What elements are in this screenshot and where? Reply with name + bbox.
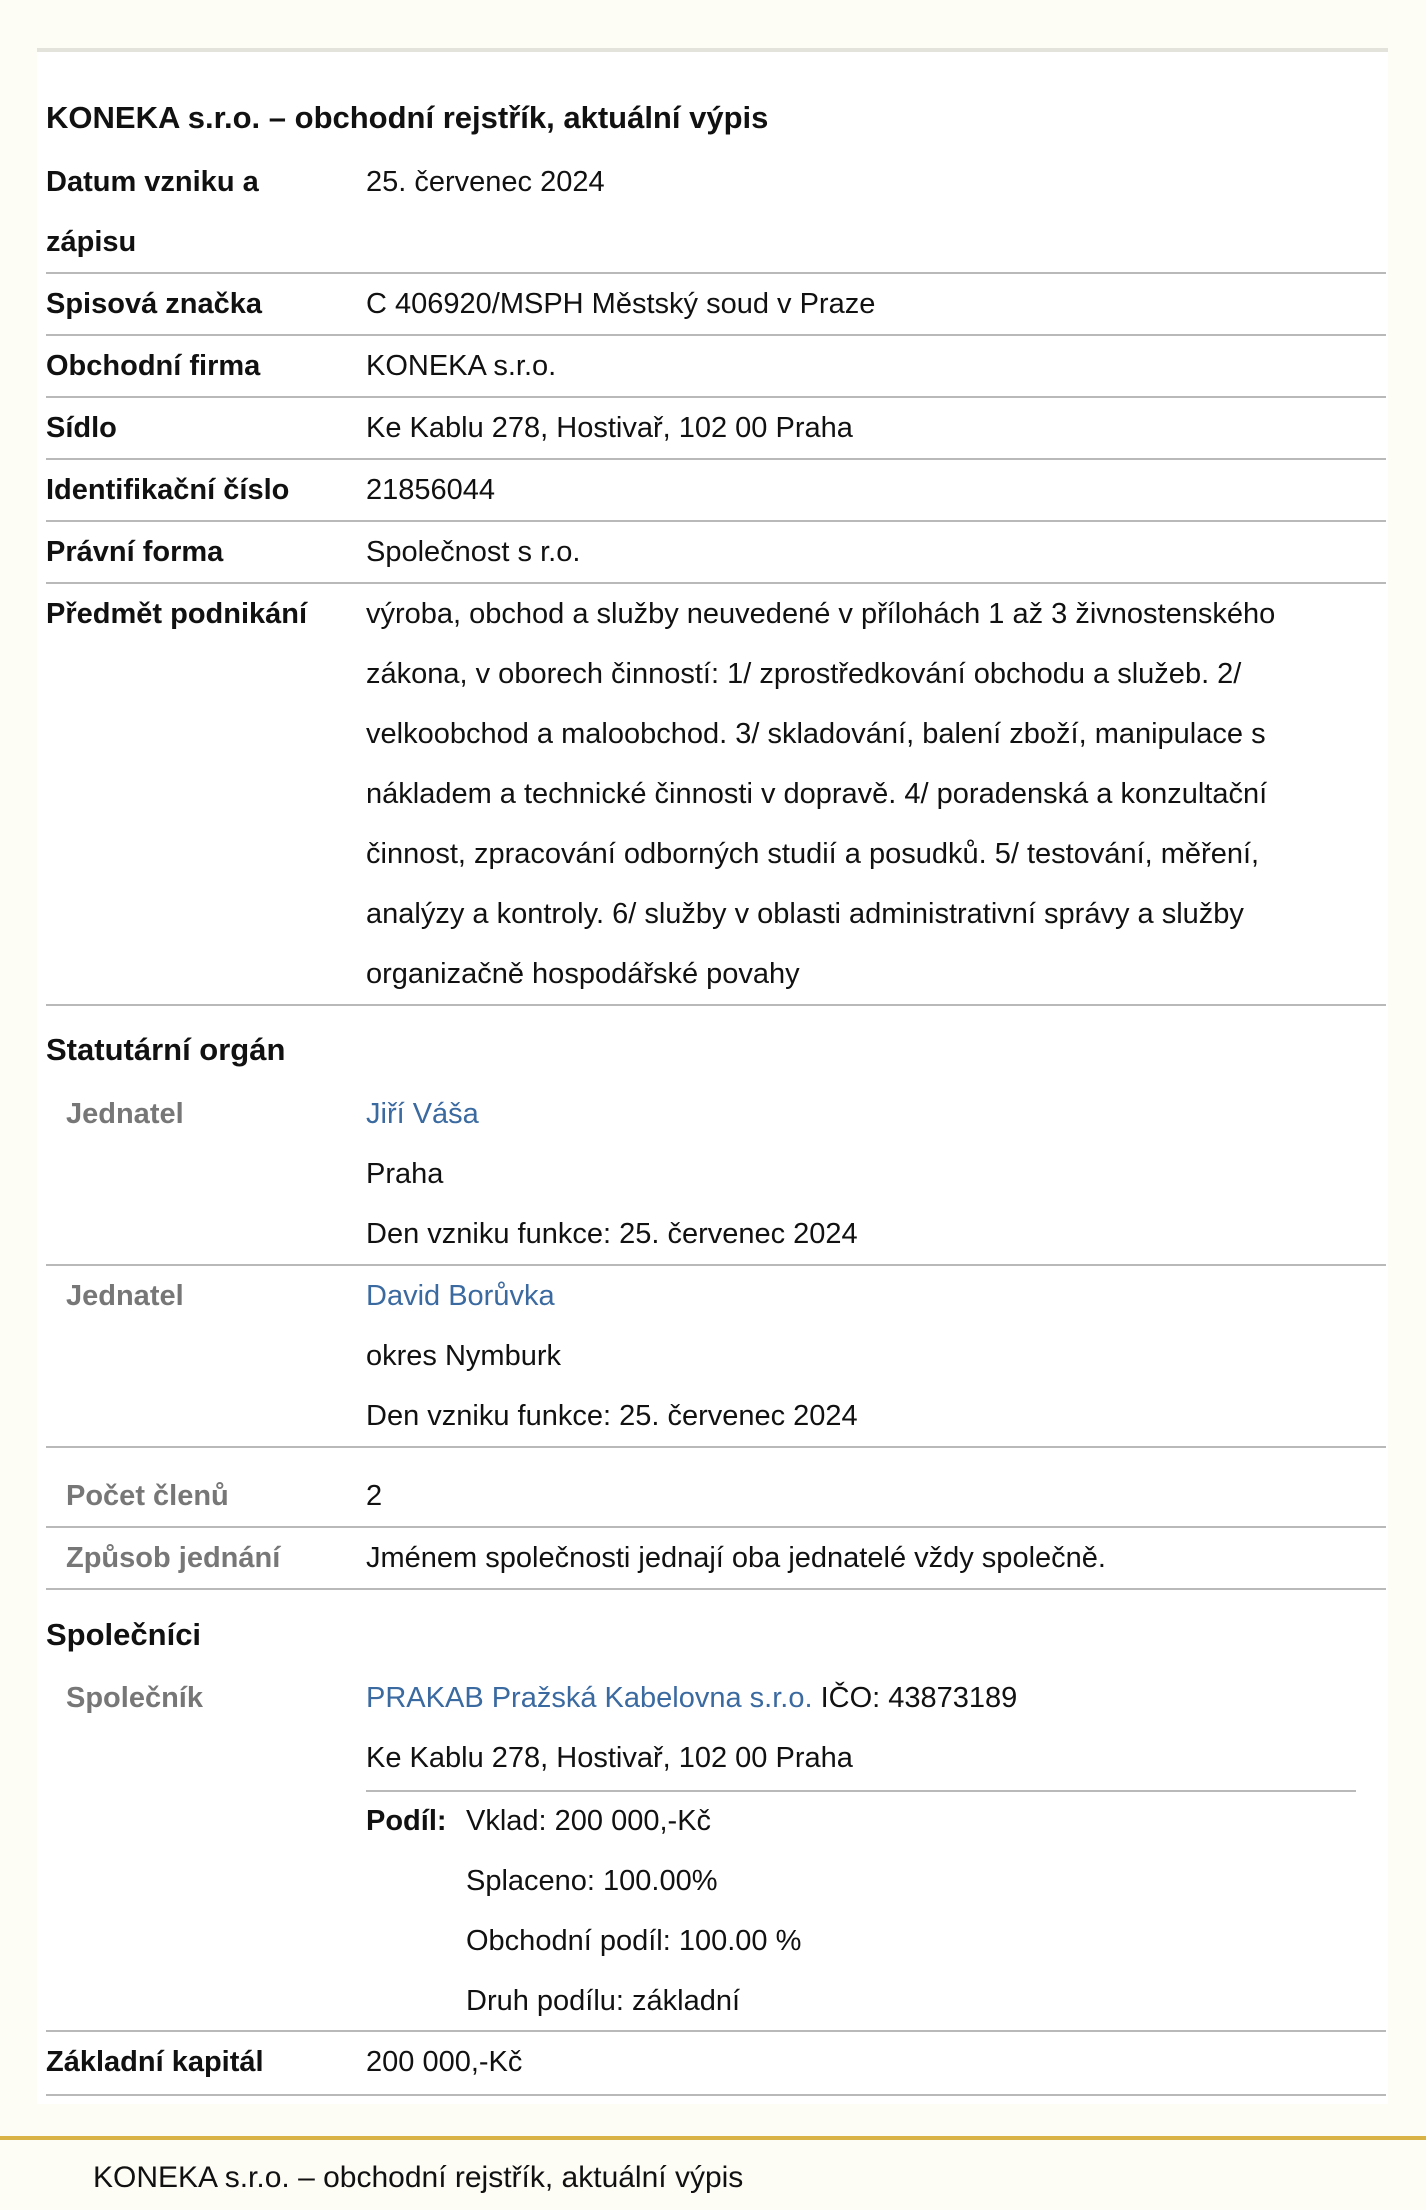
row-value: 25. červenec 2024 xyxy=(366,166,605,198)
section-heading-spolecnici: Společníci xyxy=(46,1617,202,1652)
row-value: Jménem společnosti jednají oba jednatelé vždy společně. xyxy=(366,1542,1106,1574)
person-since: Den vzniku funkce: 25. červenec 2024 xyxy=(366,1218,858,1250)
row-identifikacni-cislo xyxy=(46,460,1386,522)
partner-ico: IČO: 43873189 xyxy=(820,1682,1018,1714)
row-value xyxy=(366,1668,1017,1788)
label-line: zápisu xyxy=(46,226,137,258)
row-obchodni-firma xyxy=(46,336,1386,398)
label-line: Datum vzniku a xyxy=(46,166,259,198)
person-link[interactable]: David Borůvka xyxy=(366,1280,555,1312)
text-line: nákladem a technické činnosti v dopravě. 4/ poradenská a konzultační xyxy=(366,778,1268,810)
row-value xyxy=(366,1266,858,1446)
page-title: KONEKA s.r.o. – obchodní rejstřík, aktuální výpis xyxy=(46,100,769,135)
text-line: činnost, zpracování odborných studií a posudků. 5/ testování, měření, xyxy=(366,838,1260,870)
row-value: C 406920/MSPH Městský soud v Praze xyxy=(366,288,876,320)
row-jednatel xyxy=(46,1084,1386,1266)
row-label: Předmět podnikání xyxy=(46,598,308,630)
row-value: Ke Kablu 278, Hostivař, 102 00 Praha xyxy=(366,412,853,444)
footer-divider xyxy=(0,2136,1426,2140)
person-place: okres Nymburk xyxy=(366,1340,561,1372)
row-label: Právní forma xyxy=(46,536,224,568)
text-line: zákona, v oborech činností: 1/ zprostředkování obchodu a služeb. 2/ xyxy=(366,658,1242,690)
row-value xyxy=(366,584,1275,1004)
person-place: Praha xyxy=(366,1158,444,1190)
share-line: Obchodní podíl: 100.00 % xyxy=(466,1925,802,1957)
row-predmet-podnikani xyxy=(46,584,1386,1006)
share-details xyxy=(466,1791,801,2031)
section-heading-statutarni: Statutární orgán xyxy=(46,1032,286,1067)
row-value: KONEKA s.r.o. xyxy=(366,350,557,382)
row-value: 21856044 xyxy=(366,474,496,506)
row-label: Počet členů xyxy=(66,1480,229,1512)
row-label: Obchodní firma xyxy=(46,350,261,382)
row-value: Společnost s r.o. xyxy=(366,536,581,568)
share-line: Druh podílu: základní xyxy=(466,1985,741,2017)
row-label: Společník xyxy=(66,1682,203,1714)
text-line: velkoobchod a maloobchod. 3/ skladování, balení zboží, manipulace s xyxy=(366,718,1266,750)
row-value xyxy=(366,1084,858,1264)
row-zakladni-kapital xyxy=(46,2032,1386,2096)
share-label: Podíl: xyxy=(366,1805,447,1837)
row-label: Sídlo xyxy=(46,412,117,444)
person-since: Den vzniku funkce: 25. červenec 2024 xyxy=(366,1400,858,1432)
row-pocet-clenu xyxy=(46,1466,1386,1528)
share-line: Vklad: 200 000,-Kč xyxy=(466,1805,712,1837)
row-label: Způsob jednání xyxy=(66,1542,281,1574)
row-value: 2 xyxy=(366,1480,383,1512)
share-line: Splaceno: 100.00% xyxy=(466,1865,718,1897)
row-pravni-forma xyxy=(46,522,1386,584)
row-zpusob-jednani xyxy=(46,1528,1386,1590)
row-spisova-znacka xyxy=(46,274,1386,336)
partner-link[interactable]: PRAKAB Pražská Kabelovna s.r.o. xyxy=(366,1682,813,1714)
row-label: Jednatel xyxy=(66,1280,184,1312)
row-label: Spisová značka xyxy=(46,288,262,320)
row-label: Identifikační číslo xyxy=(46,474,290,506)
row-jednatel xyxy=(46,1266,1386,1448)
row-label: Základní kapitál xyxy=(46,2046,264,2078)
row-value: 200 000,-Kč xyxy=(366,2046,523,2078)
text-line: analýzy a kontroly. 6/ služby v oblasti administrativní správy a služby xyxy=(366,898,1244,930)
partner-address: Ke Kablu 278, Hostivař, 102 00 Praha xyxy=(366,1742,853,1774)
person-name-line xyxy=(366,1084,858,1144)
text-line: organizačně hospodářské povahy xyxy=(366,958,800,990)
person-link[interactable]: Jiří Váša xyxy=(366,1098,479,1130)
text-line: výroba, obchod a služby neuvedené v přílohách 1 až 3 živnostenského xyxy=(366,598,1276,630)
row-sidlo xyxy=(46,398,1386,460)
partner-line xyxy=(366,1668,1017,1728)
row-datum-vzniku xyxy=(46,152,1386,274)
footer-title: KONEKA s.r.o. – obchodní rejstřík, aktuální výpis xyxy=(93,2161,744,2194)
person-name-line xyxy=(366,1266,858,1326)
row-label xyxy=(46,152,259,272)
row-label: Jednatel xyxy=(66,1098,184,1130)
